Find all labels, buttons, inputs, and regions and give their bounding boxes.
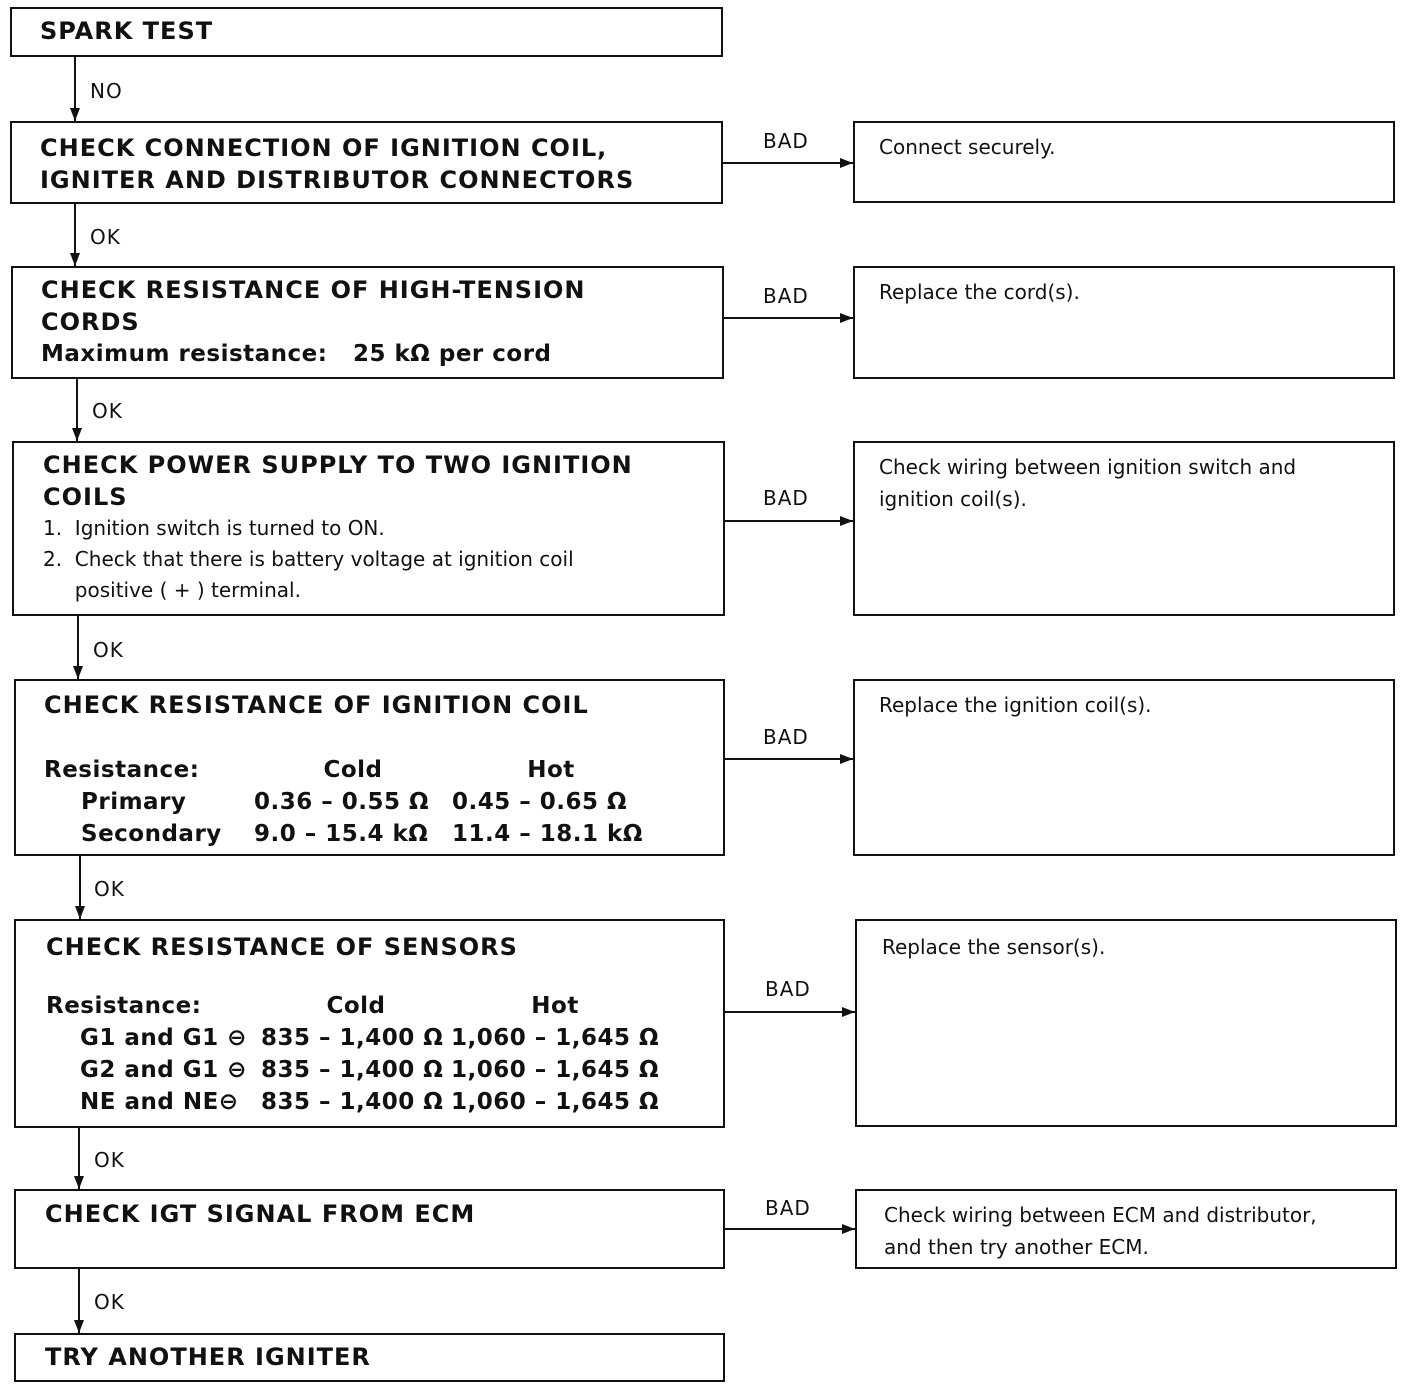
arrowhead-bad-6 [842,1224,855,1234]
row-cold: 835 – 1,400 Ω [261,1057,444,1083]
action-check-wiring-switch [853,441,1395,616]
row-cold: 0.36 – 0.55 Ω [254,789,430,815]
arrowhead-bad-1 [840,158,853,168]
flow-label-ok: OK [93,638,124,662]
step-title: CHECK POWER SUPPLY TO TWO IGNITION [43,451,633,479]
action-text: Check wiring between ignition switch and [879,455,1297,479]
flow-label-bad: BAD [765,977,811,1001]
table-row [46,1086,659,1118]
instruction-2: 2. Check that there is battery voltage at ignition coil [43,547,574,571]
step-check-sensors [14,919,725,1128]
table-header [46,990,659,1022]
flow-label-ok: OK [90,225,121,249]
step-title-line2: CORDS [41,308,140,336]
step-check-connectors [10,121,723,204]
arrowhead-down-7 [74,1320,84,1333]
row-hot: 11.4 – 18.1 kΩ [452,821,643,847]
action-connect-securely [853,121,1395,203]
header-label: Resistance: [46,993,202,1019]
header-label: Resistance: [44,757,200,783]
flow-label-ok: OK [94,1148,125,1172]
step-check-ignition-coil [14,679,725,856]
row-hot: 0.45 – 0.65 Ω [452,789,628,815]
arrowhead-down-5 [75,906,85,919]
row-label: NE and NE⊖ [80,1089,239,1115]
step-spark-test [10,7,723,57]
resistance-table-sensors [46,990,659,1118]
step-check-power-supply [12,441,725,616]
action-text: Replace the sensor(s). [882,935,1106,959]
table-row [46,1022,659,1054]
arrowhead-bad-4 [840,754,853,764]
step-title: CHECK RESISTANCE OF IGNITION COIL [44,691,589,719]
flow-label-bad: BAD [763,129,809,153]
step-check-igt-signal [14,1189,725,1269]
arrowhead-down-6 [74,1176,84,1189]
action-text: Replace the ignition coil(s). [879,693,1152,717]
action-replace-cords [853,266,1395,379]
header-hot: Hot [527,757,575,783]
step-title: CHECK RESISTANCE OF HIGH-TENSION [41,276,586,304]
arrowhead-bad-5 [842,1007,855,1017]
step-title: CHECK RESISTANCE OF SENSORS [46,933,518,961]
flow-label-bad: BAD [765,1196,811,1220]
arrowhead-bad-2 [840,313,853,323]
row-label: Secondary [81,821,222,847]
table-row [44,786,650,818]
step-title-line2: COILS [43,483,128,511]
arrowhead-down-1 [70,108,80,121]
row-cold: 835 – 1,400 Ω [261,1089,444,1115]
flow-label-bad: BAD [763,284,809,308]
flow-label-ok: OK [92,399,123,423]
arrowhead-down-3 [72,428,82,441]
table-header [44,754,650,786]
row-hot: 1,060 – 1,645 Ω [451,1057,660,1083]
instruction-1: 1. Ignition switch is turned to ON. [43,516,385,540]
header-hot: Hot [531,993,579,1019]
action-replace-ignition-coil [853,679,1395,856]
action-text-line2: ignition coil(s). [879,487,1027,511]
step-title: CHECK IGT SIGNAL FROM ECM [45,1200,476,1228]
row-label: G2 and G1 ⊖ [80,1057,247,1083]
row-hot: 1,060 – 1,645 Ω [451,1025,660,1051]
action-check-wiring-ecm [855,1189,1397,1269]
flow-label-ok: OK [94,877,125,901]
header-cold: Cold [323,757,383,783]
row-hot: 1,060 – 1,645 Ω [451,1089,660,1115]
action-text: Connect securely. [879,135,1056,159]
arrowhead-bad-3 [840,516,853,526]
flow-label-no: NO [90,79,123,103]
table-row [44,818,650,850]
step-title: TRY ANOTHER IGNITER [45,1343,371,1371]
table-row [46,1054,659,1086]
spec-max-resistance: Maximum resistance: 25 kΩ per cord [41,341,552,367]
instruction-2-cont: positive ( + ) terminal. [43,578,301,602]
action-text-line2: and then try another ECM. [884,1235,1149,1259]
row-label: G1 and G1 ⊖ [80,1025,247,1051]
step-title-line2: IGNITER AND DISTRIBUTOR CONNECTORS [40,166,635,194]
header-cold: Cold [326,993,386,1019]
step-title: SPARK TEST [40,17,214,45]
action-text: Check wiring between ECM and distributor, [884,1203,1317,1227]
arrowhead-down-4 [73,666,83,679]
step-check-high-tension-cords [11,266,724,379]
step-title: CHECK CONNECTION OF IGNITION COIL, [40,134,608,162]
flow-label-bad: BAD [763,486,809,510]
flow-label-bad: BAD [763,725,809,749]
arrowhead-down-2 [70,253,80,266]
flow-label-ok: OK [94,1290,125,1314]
action-text: Replace the cord(s). [879,280,1080,304]
row-cold: 9.0 – 15.4 kΩ [254,821,429,847]
action-replace-sensors [855,919,1397,1127]
resistance-table-coil [44,754,650,850]
row-label: Primary [81,789,187,815]
step-try-another-igniter [14,1333,725,1382]
row-cold: 835 – 1,400 Ω [261,1025,444,1051]
